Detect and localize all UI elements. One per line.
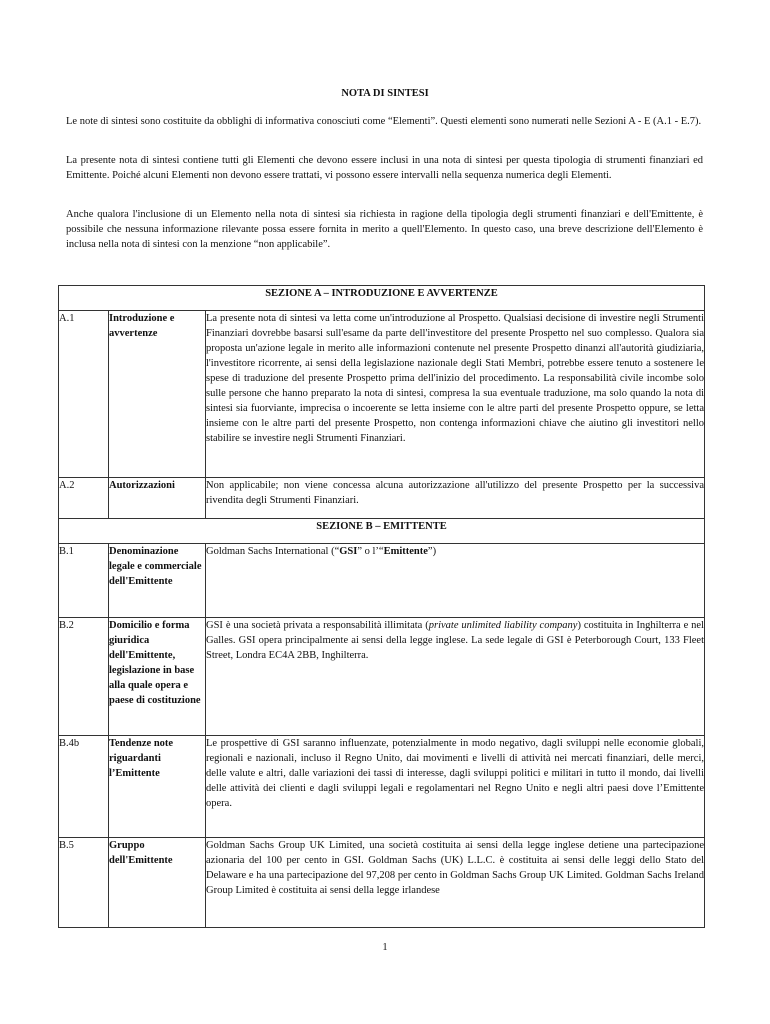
table-row <box>59 544 705 618</box>
element-code: A.2 <box>59 478 109 519</box>
element-code: B.2 <box>59 618 109 736</box>
element-code: B.4b <box>59 736 109 838</box>
element-label: Introduzione e avvertenze <box>109 311 206 478</box>
summary-table <box>58 285 705 928</box>
element-code: B.5 <box>59 838 109 928</box>
table-row <box>59 478 705 519</box>
element-text-part: GSI è una società privata a responsabilità illimitata ( <box>206 620 429 631</box>
section-a-heading: SEZIONE A – INTRODUZIONE E AVVERTENZE <box>59 286 705 311</box>
element-label: Domicilio e forma giuridica dell'Emittente, legislazione in base alla quale opera e paese di costituzione <box>109 618 206 736</box>
element-text: Non applicabile; non viene concessa alcuna autorizzazione all'utilizzo del presente Prospetto per la successiva rivendita degli Strumenti Finanziari. <box>206 478 705 519</box>
element-label: Tendenze note riguardanti l’Emittente <box>109 736 206 838</box>
element-text <box>206 544 705 618</box>
section-heading-row <box>59 519 705 544</box>
element-text-part: Goldman Sachs International (“ <box>206 546 340 557</box>
table-row <box>59 618 705 736</box>
page-number: 1 <box>382 942 388 953</box>
italic-term: private unlimited liability company <box>428 620 578 631</box>
document-title: NOTA DI SINTESI <box>341 88 429 99</box>
element-text-part: ”) <box>427 546 437 557</box>
element-text: Le prospettive di GSI saranno influenzate, potenzialmente in modo negativo, dagli sviluppi nelle economie globali, regionali e nazionali, incluso il Regno Unito, dai movimenti e livelli di attività nei mercati finanziari, delle merci, delle valute e altri, dalle variazioni dei tassi di interesse, dagli sviluppi politici e militari in tutto il mondo, dai livelli delle attività dei clienti e dagli sviluppi legali e regolamentari nel Regno Unito e negli altri paesi dove l’Emittente opera. <box>206 736 705 838</box>
intro-paragraph: Anche qualora l'inclusione di un Elemento nella nota di sintesi sia richiesta in ragione della tipologia degli strumenti finanziari e dell'Emittente, è possibile che nessuna informazione rilevante possa essere fornita in merito a quell'Elemento. In questo caso, una breve descrizione dell'Elemento è inclusa nella nota di sintesi con la menzione “non applicabile”. <box>66 209 703 250</box>
element-label: Gruppo dell'Emittente <box>109 838 206 928</box>
element-label: Denominazione legale e commerciale dell'Emittente <box>109 544 206 618</box>
element-code: B.1 <box>59 544 109 618</box>
element-text: Goldman Sachs Group UK Limited, una società costituita ai sensi della legge inglese detiene una partecipazione azionaria del 100 per cento in GSI. Goldman Sachs (UK) L.L.C. è costituita ai sensi delle leggi dello Stato del Delaware e ha una partecipazione del 97,208 per cento in Goldman Sachs Group UK Limited. Goldman Sachs Ireland Group Limited è costituita ai sensi della legge irlandese <box>206 838 705 928</box>
section-heading-row <box>59 286 705 311</box>
table-row <box>59 736 705 838</box>
element-label: Autorizzazioni <box>109 478 206 519</box>
defined-term: GSI <box>339 546 358 557</box>
element-text <box>206 618 705 736</box>
element-text-part: ” o l’“ <box>357 546 384 557</box>
element-text-part: ) costituita in Inghilterra e nel Galles. GSI opera principalmente ai sensi della legge inglese. La sede legale di GSI è Peterborough Court, 133 Fleet Street, Londra EC4A 2BB, Inghilterra. <box>206 620 704 661</box>
table-row <box>59 838 705 928</box>
intro-paragraph: Le note di sintesi sono costituite da obblighi di informativa conosciuti come “Elementi”. Questi elementi sono numerati nelle Sezioni A - E (A.1 - E.7). <box>66 116 702 127</box>
element-code: A.1 <box>59 311 109 478</box>
table-row <box>59 311 705 478</box>
defined-term: Emittente <box>383 546 428 557</box>
intro-paragraph: La presente nota di sintesi contiene tutti gli Elementi che devono essere inclusi in una nota di sintesi per questa tipologia di strumenti finanziari ed Emittente. Poiché alcuni Elementi non devono essere trattati, vi possono essere intervalli nella sequenza numerica degli Elementi. <box>66 155 703 181</box>
element-text: La presente nota di sintesi va letta come un'introduzione al Prospetto. Qualsiasi decisione di investire negli Strumenti Finanziari dovrebbe basarsi sull'esame da parte dell'investitore del presente Prospetto nel suo complesso. Qualora sia proposta un'azione legale in merito alle informazioni contenute nel presente Prospetto dinanzi all'autorità giudiziaria, l'investitore ricorrente, ai sensi della legislazione nazionale degli Stati Membri, potrebbe essere tenuto a sostenere le spese di traduzione del presente Prospetto prima dell'inizio del procedimento. La responsabilità civile incombe solo sulle persone che hanno preparato la nota di sintesi, compresa la sua eventuale traduzione, ma solo quando la nota di sintesi sia fuorviante, imprecisa o incoerente se letta insieme con le altre parti del presente Prospetto oppure, se letta insieme con le altre parti del presente Prospetto, non contenga informazioni chiave che aiutino gli investitori nello stabilire se investire negli Strumenti Finanziari. <box>206 311 705 478</box>
section-b-heading: SEZIONE B – EMITTENTE <box>59 519 705 544</box>
